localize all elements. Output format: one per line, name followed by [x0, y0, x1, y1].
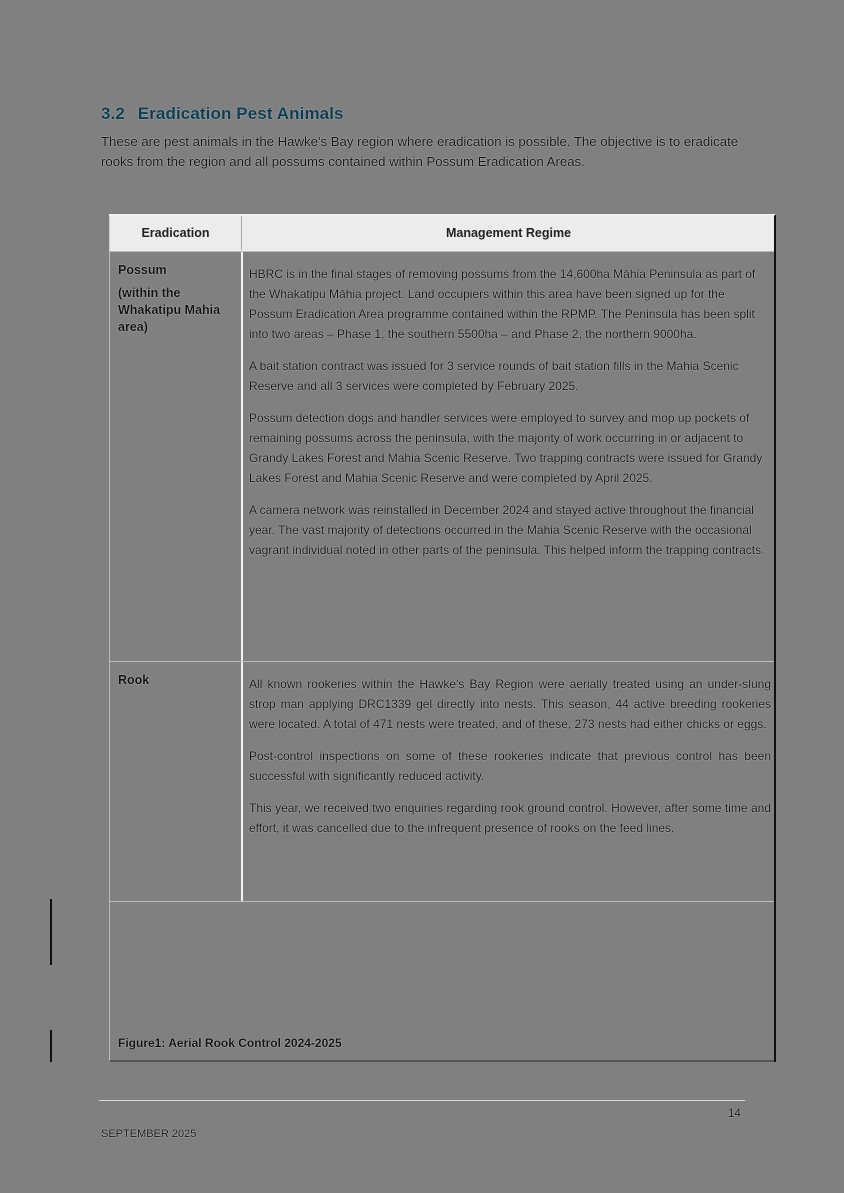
section-heading [101, 104, 344, 124]
regime-paragraph: A camera network was reinstalled in December 2024 and stayed active throughout the financial year. The vast majority of detections occurred in the Mahia Scenic Reserve with the occasional vagrant individual noted in other parts of the peninsula. This helped inform the trapping contracts. [249, 503, 765, 557]
table-header [109, 216, 774, 252]
eradication-table [109, 214, 776, 1062]
column-divider [241, 662, 243, 901]
change-bar [50, 899, 52, 965]
section-intro: These are pest animals in the Hawke's Bay region where eradication is possible. The objective is to eradicate rooks from the region and all possums contained within Possum Eradication Areas. [101, 134, 739, 169]
regime-paragraph: Post-control inspections on some of these rookeries indicate that previous control has been successful with significantly reduced activity. [249, 749, 771, 783]
regime-cell [249, 674, 771, 850]
table-row-possum [109, 252, 774, 662]
footer-date: SEPTEMBER 2025 [101, 1128, 197, 1140]
section-title: Eradication Pest Animals [137, 104, 344, 123]
page-number: 14 [728, 1108, 741, 1120]
figure-caption: Figure1: Aerial Rook Control 2024-2025 [118, 1036, 342, 1050]
change-bar [50, 1030, 52, 1062]
table-row-rook [109, 662, 774, 902]
species-cell [118, 262, 233, 342]
footer-divider [99, 1100, 745, 1101]
regime-paragraph: HBRC is in the final stages of removing possums from the 14,600ha Māhia Peninsula as part of the Whakatipu Māhia project. Land occupiers within this area have been signed up for the Possum Eradication Area programme contained within the RPMP. The Peninsula has been split into two areas – Phase 1, the southern 5500ha – and Phase 2, the northern 9000ha. [249, 267, 756, 341]
regime-paragraph: This year, we received two enquiries regarding rook ground control. However, after some time and effort, it was cancelled due to the infrequent presence of rooks on the feed lines. [249, 801, 771, 835]
column-divider [241, 252, 243, 661]
header-eradication: Eradication [110, 216, 242, 250]
species-cell [118, 672, 233, 695]
figure-cell [109, 902, 774, 1062]
header-management-regime: Management Regime [445, 226, 572, 240]
species-name: Rook [118, 673, 150, 687]
section-number: 3.2 [101, 104, 125, 123]
regime-paragraph: Possum detection dogs and handler services were employed to survey and mop up pockets of remaining possums across the peninsula, with the majority of work occurring in or adjacent to Grandy Lakes Forest and Mahia Scenic Reserve. Two trapping contracts were issued for Grandy Lakes Forest and Mahia Scenic Reserve and were completed by April 2025. [249, 411, 763, 485]
regime-paragraph: All known rookeries within the Hawke's Bay Region were aerially treated using an under-slung strop man applying DRC1339 gel directly into nests. This season, 44 active breeding rookeries were located. A total of 471 nests were treated, and of these, 273 nests had either chicks or eggs. [249, 677, 771, 731]
regime-cell [249, 264, 771, 572]
species-name: Possum [118, 263, 167, 277]
species-note: (within the Whakatipu Mahia area) [118, 286, 221, 334]
regime-paragraph: A bait station contract was issued for 3 service rounds of bait station fills in the Mahia Scenic Reserve and all 3 services were completed by February 2025. [249, 359, 739, 393]
